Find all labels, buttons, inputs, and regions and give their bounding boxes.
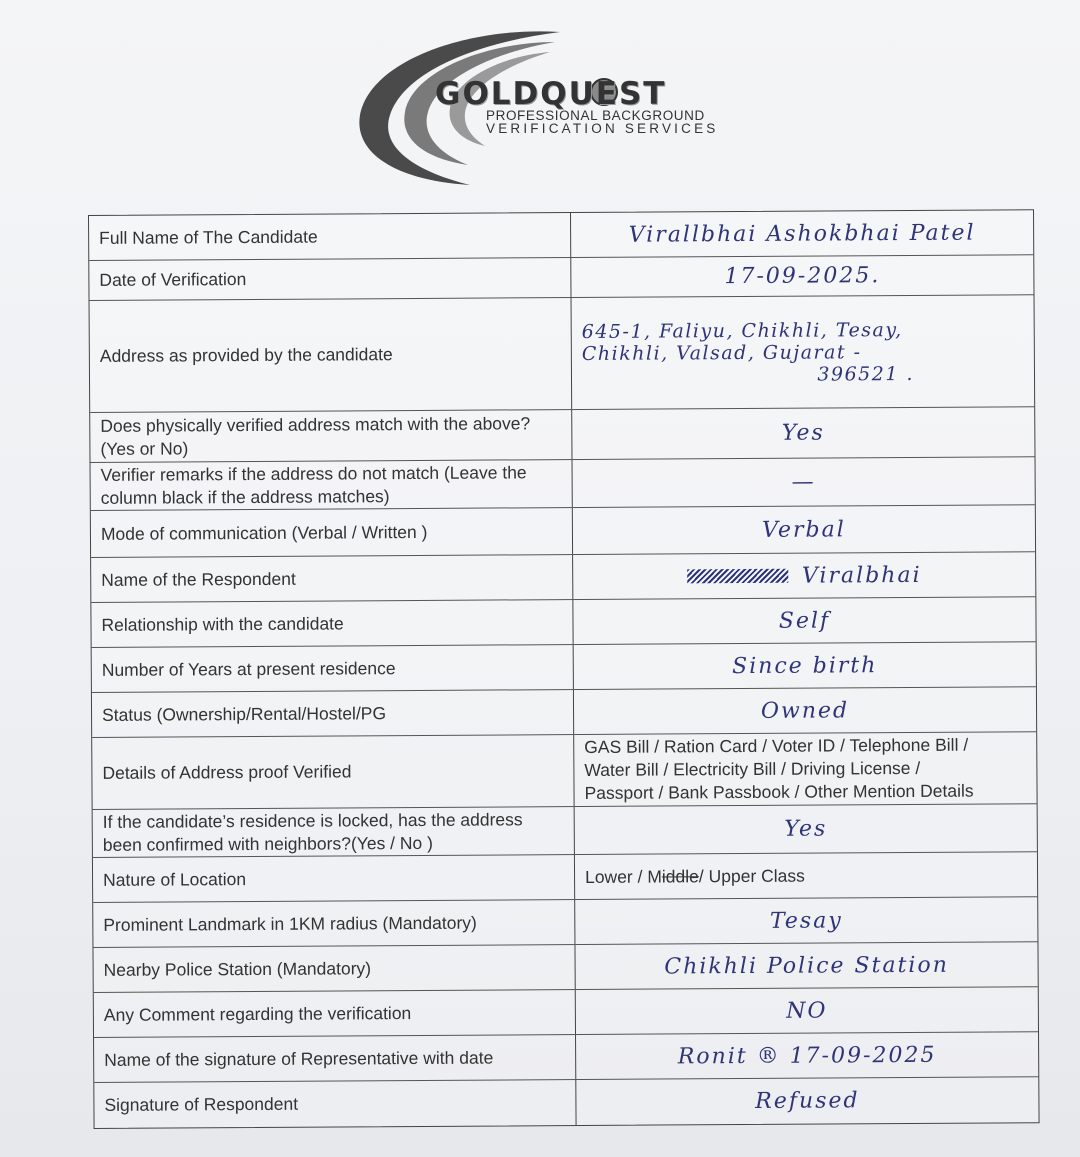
years-at-residence-value: Since birth	[732, 652, 878, 679]
table-row	[92, 687, 1036, 738]
goldquest-logo	[350, 20, 770, 190]
address-proof-line-3: Passport / Bank Passbook / Other Mention Details	[584, 780, 974, 803]
struck-out-text	[687, 569, 788, 584]
field-label: Nature of Location	[93, 855, 575, 902]
representative-signature-value: Ronit ® 17-09-2025	[677, 1042, 937, 1069]
address-proof-line-1: GAS Bill / Ration Card / Voter ID / Telephone Bill /	[584, 734, 969, 757]
landmark-value: Tesay	[769, 907, 843, 934]
table-row	[92, 732, 1036, 810]
field-label: Status (Ownership/Rental/Hostel/PG	[92, 690, 574, 737]
location-class-post: / Upper Class	[698, 865, 805, 886]
brand-name: GOLDQUEST	[435, 76, 667, 112]
table-row	[93, 804, 1037, 858]
address-value	[572, 295, 1035, 409]
address-line-1: 645-1, Faliyu, Chikhli, Tesay,	[581, 318, 903, 343]
address-proof-value	[574, 732, 1036, 806]
field-label: If the candidate’s residence is locked, has the address been confirmed with neighbors?(Yes / No )	[93, 807, 575, 857]
table-row	[91, 505, 1035, 558]
field-label: Mode of communication (Verbal / Written )	[91, 508, 573, 557]
table-row	[91, 457, 1035, 511]
ownership-status-value: Owned	[760, 697, 850, 724]
address-line-2: Chikhli, Valsad, Gujarat -	[581, 340, 862, 365]
field-label: Address as provided by the candidate	[90, 298, 573, 412]
police-station-value: Chikhli Police Station	[664, 952, 949, 979]
verification-comment-value: NO	[786, 997, 828, 1024]
field-label: Signature of Respondent	[94, 1080, 576, 1128]
field-label: Date of Verification	[89, 258, 571, 300]
table-row	[94, 1077, 1038, 1128]
table-row	[94, 1032, 1038, 1083]
field-label: Full Name of The Candidate	[89, 213, 571, 260]
address-match-value: Yes	[781, 420, 825, 446]
table-row	[90, 295, 1035, 413]
brand-tagline-1: PROFESSIONAL BACKGROUND	[486, 108, 705, 123]
respondent-signature-value: Refused	[755, 1088, 860, 1114]
table-row	[92, 642, 1036, 693]
field-label: Nearby Police Station (Mandatory)	[93, 945, 575, 992]
location-nature-value	[575, 852, 1037, 899]
field-label: Does physically verified address match with the above? (Yes or No)	[90, 410, 572, 462]
table-row	[89, 255, 1033, 301]
candidate-name-value: Virallbhai Ashokbhai Patel	[628, 220, 976, 248]
field-label: Verifier remarks if the address do not match (Leave the column black if the address matches)	[91, 460, 573, 510]
table-row	[91, 597, 1035, 648]
field-label: Details of Address proof Verified	[92, 735, 574, 809]
field-label: Relationship with the candidate	[91, 600, 573, 647]
table-row	[93, 852, 1037, 903]
table-row	[90, 407, 1034, 463]
verification-date-value: 17-09-2025.	[724, 263, 881, 290]
field-label: Prominent Landmark in 1KM radius (Mandatory)	[93, 900, 575, 947]
field-label: Name of the Respondent	[91, 555, 573, 602]
field-label: Number of Years at present residence	[92, 645, 574, 692]
table-row	[93, 897, 1037, 948]
table-row	[91, 552, 1035, 603]
address-line-3: 396521 .	[817, 362, 915, 386]
relationship-value: Self	[778, 607, 831, 634]
location-class-struck: iddle	[661, 865, 699, 887]
verifier-remarks-value: —	[791, 469, 816, 495]
field-label: Any Comment regarding the verification	[94, 990, 576, 1037]
field-label: Name of the signature of Representative with date	[94, 1035, 576, 1082]
respondent-name: Viralbhai	[801, 562, 922, 589]
neighbor-confirmation-value: Yes	[784, 816, 828, 842]
table-row	[93, 942, 1037, 993]
table-row	[89, 210, 1033, 261]
brand-tagline-2: VERIFICATION SERVICES	[486, 121, 719, 136]
communication-mode-value: Verbal	[762, 516, 846, 543]
address-proof-line-2: Water Bill / Electricity Bill / Driving License /	[584, 757, 921, 780]
location-class-pre: Lower / M	[584, 866, 662, 887]
respondent-name-value	[573, 552, 1035, 599]
table-row	[94, 987, 1038, 1038]
verification-form-table	[88, 209, 1040, 1129]
